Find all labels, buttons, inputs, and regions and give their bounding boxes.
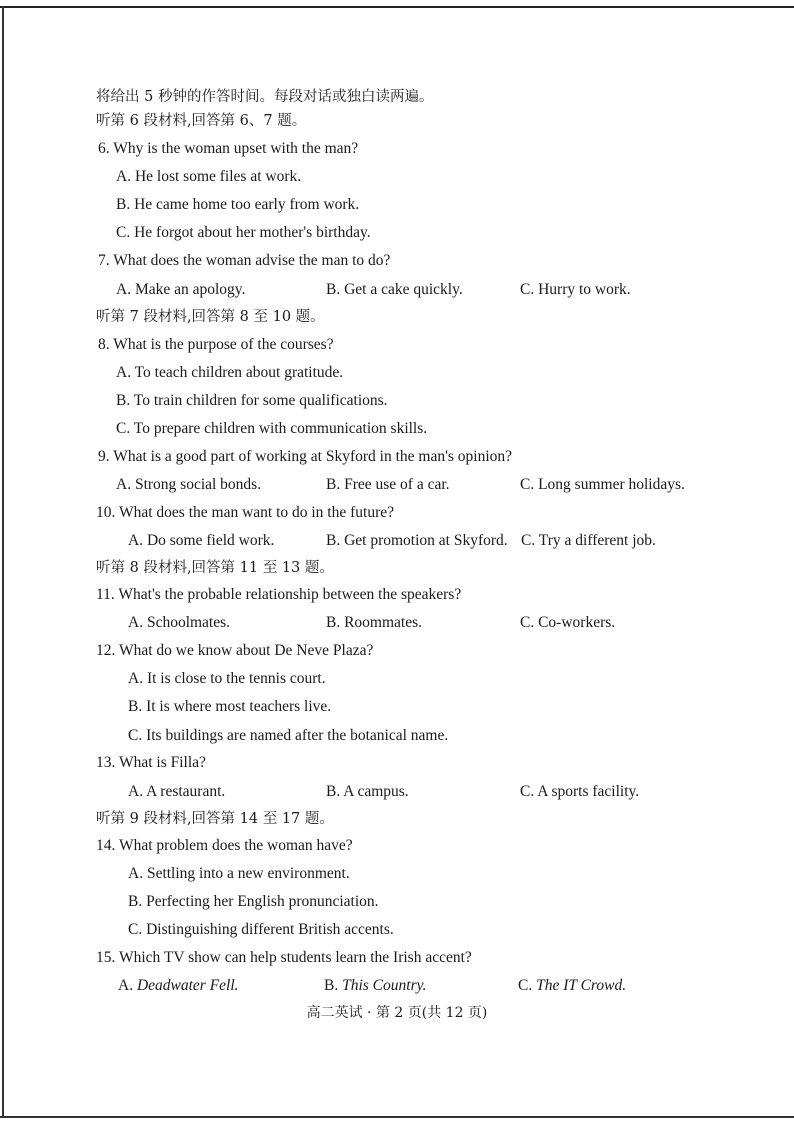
question-10-option-a: A. Do some field work.	[128, 532, 275, 549]
question-15-option-c-title: The IT Crowd.	[536, 977, 627, 994]
question-15-option-a-prefix: A.	[118, 977, 137, 994]
question-15-option-b-title: This Country.	[342, 977, 427, 994]
question-15-stem: 15. Which TV show can help students learn the Irish accent?	[96, 949, 472, 966]
question-13-stem: 13. What is Filla?	[96, 754, 206, 771]
question-12-stem: 12. What do we know about De Neve Plaza?	[96, 642, 374, 659]
question-7-option-c: C. Hurry to work.	[520, 281, 631, 298]
question-9-option-c: C. Long summer holidays.	[520, 476, 685, 493]
question-8-stem: 8. What is the purpose of the courses?	[98, 336, 334, 353]
question-9-stem: 9. What is a good part of working at Skyford in the man's opinion?	[98, 448, 513, 465]
question-10-option-b: B. Get promotion at Skyford.	[326, 532, 508, 549]
section-heading-7: 听第 7 段材料,回答第 8 至 10 题。	[96, 309, 325, 325]
question-10-stem: 10. What does the man want to do in the future?	[96, 504, 395, 521]
question-12-option-c: C. Its buildings are named after the botanical name.	[128, 727, 449, 744]
question-10-option-c: C. Try a different job.	[521, 532, 656, 549]
question-15-option-b	[324, 976, 427, 996]
section-heading-8: 听第 8 段材料,回答第 11 至 13 题。	[96, 560, 334, 576]
question-8-option-c: C. To prepare children with communication skills.	[116, 420, 428, 437]
intro-line: 将给出 5 秒钟的作答时间。每段对话或独白读两遍。	[96, 89, 434, 105]
question-7-option-a: A. Make an apology.	[116, 281, 246, 298]
bottom-border	[0, 1116, 794, 1118]
question-6-option-c: C. He forgot about her mother's birthday.	[116, 224, 371, 241]
question-6-stem: 6. Why is the woman upset with the man?	[98, 140, 359, 157]
question-13-option-a: A. A restaurant.	[128, 783, 226, 800]
question-11-stem: 11. What's the probable relationship between the speakers?	[96, 586, 462, 603]
question-13-option-b: B. A campus.	[326, 783, 409, 800]
page-footer: 高二英试 · 第 2 页(共 12 页)	[306, 1005, 488, 1021]
question-15-option-c-prefix: C.	[518, 977, 537, 994]
question-6-option-a: A. He lost some files at work.	[116, 168, 302, 185]
question-15-option-a	[118, 976, 239, 996]
section-heading-6: 听第 6 段材料,回答第 6、7 题。	[96, 113, 307, 129]
question-13-option-c: C. A sports facility.	[520, 783, 640, 800]
question-12-option-a: A. It is close to the tennis court.	[128, 670, 326, 687]
question-14-stem: 14. What problem does the woman have?	[96, 837, 353, 854]
section-heading-9: 听第 9 段材料,回答第 14 至 17 题。	[96, 811, 334, 827]
question-15-option-c	[518, 976, 626, 996]
question-8-option-b: B. To train children for some qualifications.	[116, 392, 388, 409]
question-6-option-b: B. He came home too early from work.	[116, 196, 360, 213]
question-7-stem: 7. What does the woman advise the man to do?	[98, 252, 391, 269]
question-14-option-a: A. Settling into a new environment.	[128, 865, 350, 882]
left-border	[2, 6, 4, 1118]
question-9-option-b: B. Free use of a car.	[326, 476, 450, 493]
question-14-option-b: B. Perfecting her English pronunciation.	[128, 893, 379, 910]
question-14-option-c: C. Distinguishing different British accents.	[128, 921, 394, 938]
question-12-option-b: B. It is where most teachers live.	[128, 698, 332, 715]
question-11-option-b: B. Roommates.	[326, 614, 423, 631]
question-11-option-c: C. Co-workers.	[520, 614, 616, 631]
question-8-option-a: A. To teach children about gratitude.	[116, 364, 344, 381]
question-9-option-a: A. Strong social bonds.	[116, 476, 262, 493]
top-border	[0, 6, 794, 8]
question-15-option-a-title: Deadwater Fell.	[136, 977, 239, 994]
question-15-option-b-prefix: B.	[324, 977, 343, 994]
question-11-option-a: A. Schoolmates.	[128, 614, 231, 631]
question-7-option-b: B. Get a cake quickly.	[326, 281, 463, 298]
